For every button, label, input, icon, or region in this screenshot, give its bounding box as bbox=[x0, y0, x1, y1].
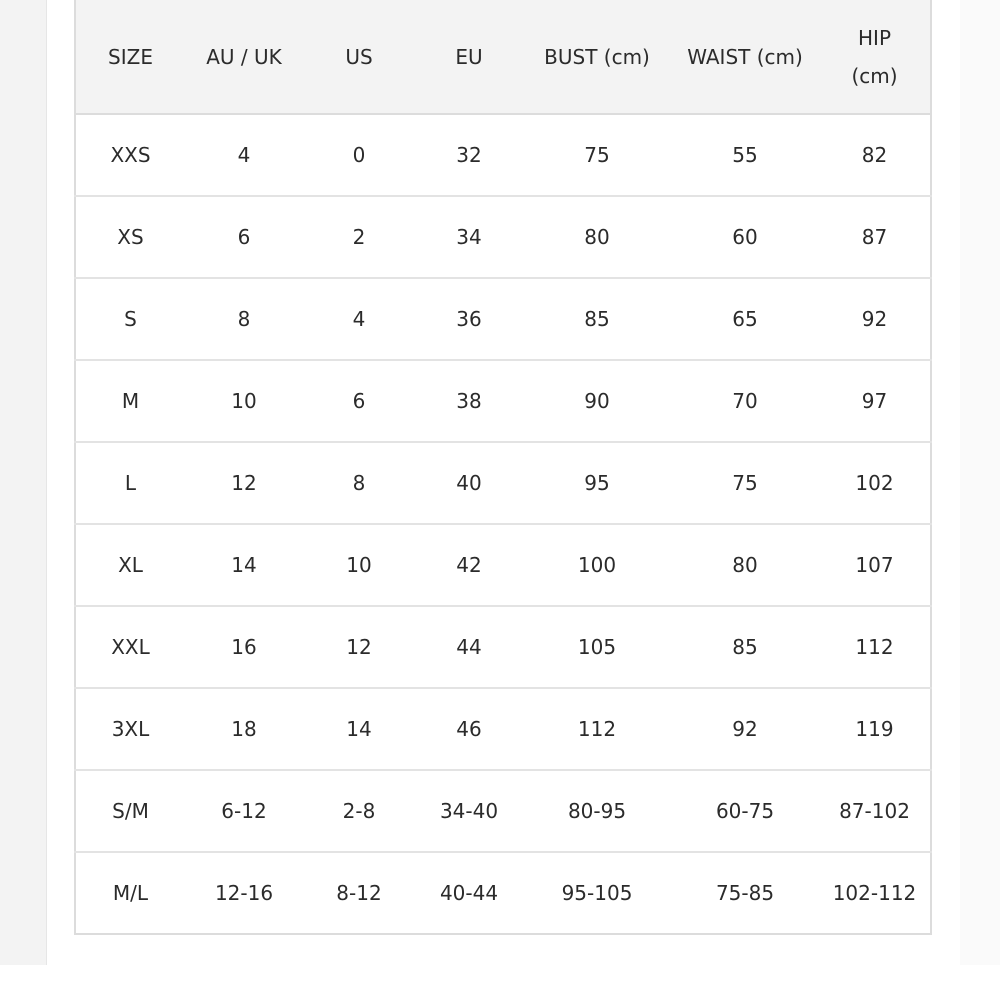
cell-us: 12 bbox=[303, 606, 415, 688]
cell-au-uk: 14 bbox=[185, 524, 303, 606]
cell-waist: 75-85 bbox=[671, 852, 819, 934]
cell-bust: 80 bbox=[523, 196, 671, 278]
cell-au-uk: 4 bbox=[237, 143, 251, 167]
cell-waist: 60 bbox=[671, 196, 819, 278]
cell-bust: 75 bbox=[584, 143, 610, 167]
header-hip-line1: HIP bbox=[858, 25, 891, 50]
table-header-row bbox=[75, 0, 931, 114]
cell-hip: 102-112 bbox=[819, 852, 931, 934]
cell-waist: 92 bbox=[671, 688, 819, 770]
cell-size: M/L bbox=[75, 852, 185, 934]
cell-eu: 36 bbox=[415, 278, 523, 360]
cell-eu: 34-40 bbox=[415, 770, 523, 852]
cell-waist: 85 bbox=[671, 606, 819, 688]
header-us: US bbox=[303, 0, 415, 114]
cell-size: M bbox=[75, 360, 185, 442]
header-au-uk: AU / UK bbox=[185, 0, 303, 114]
cell-hip: 92 bbox=[819, 278, 931, 360]
cell-waist: 60-75 bbox=[671, 770, 819, 852]
table-body bbox=[75, 114, 931, 934]
cell-size: S bbox=[75, 278, 185, 360]
cell-au-uk: 10 bbox=[185, 360, 303, 442]
cell-waist: 65 bbox=[671, 278, 819, 360]
right-gutter bbox=[960, 0, 1000, 965]
cell-us: 6 bbox=[303, 360, 415, 442]
cell-bust: 105 bbox=[523, 606, 671, 688]
cell-au-uk: 12-16 bbox=[185, 852, 303, 934]
cell-hip: 112 bbox=[819, 606, 931, 688]
header-hip bbox=[819, 0, 931, 114]
size-chart-table bbox=[74, 0, 932, 935]
table-row bbox=[75, 606, 931, 688]
cell-bust: 100 bbox=[523, 524, 671, 606]
header-size: SIZE bbox=[75, 0, 185, 114]
cell-bust: 95 bbox=[523, 442, 671, 524]
cell-us: 10 bbox=[303, 524, 415, 606]
header-bust: BUST (cm) bbox=[523, 0, 671, 114]
cell-eu: 44 bbox=[415, 606, 523, 688]
cell-au-uk: 12 bbox=[185, 442, 303, 524]
cell-eu: 32 bbox=[456, 143, 482, 167]
cell-au-uk: 16 bbox=[185, 606, 303, 688]
cell-au-uk: 18 bbox=[185, 688, 303, 770]
header-hip-line2: (cm) bbox=[851, 63, 898, 88]
cell-waist: 80 bbox=[671, 524, 819, 606]
cell-size: XXL bbox=[75, 606, 185, 688]
table-row bbox=[75, 770, 931, 852]
table-row bbox=[75, 442, 931, 524]
cell-size: XXS bbox=[110, 143, 151, 167]
table-row bbox=[75, 114, 931, 196]
cell-us: 0 bbox=[352, 143, 366, 167]
table-row bbox=[75, 360, 931, 442]
cell-hip: 97 bbox=[819, 360, 931, 442]
cell-us: 2 bbox=[303, 196, 415, 278]
table-row bbox=[75, 524, 931, 606]
table-row bbox=[75, 278, 931, 360]
table-row bbox=[75, 852, 931, 934]
header-eu: EU bbox=[415, 0, 523, 114]
cell-waist: 70 bbox=[671, 360, 819, 442]
cell-eu: 46 bbox=[415, 688, 523, 770]
cell-hip: 87-102 bbox=[819, 770, 931, 852]
cell-us: 4 bbox=[303, 278, 415, 360]
cell-hip: 119 bbox=[819, 688, 931, 770]
cell-us: 8-12 bbox=[303, 852, 415, 934]
cell-us: 2-8 bbox=[303, 770, 415, 852]
cell-bust: 80-95 bbox=[523, 770, 671, 852]
cell-size: XS bbox=[75, 196, 185, 278]
cell-bust: 90 bbox=[523, 360, 671, 442]
cell-waist: 55 bbox=[732, 143, 758, 167]
cell-eu: 40 bbox=[415, 442, 523, 524]
cell-waist: 75 bbox=[671, 442, 819, 524]
cell-au-uk: 6 bbox=[185, 196, 303, 278]
cell-eu: 38 bbox=[415, 360, 523, 442]
cell-hip: 102 bbox=[819, 442, 931, 524]
cell-bust: 85 bbox=[523, 278, 671, 360]
cell-us: 14 bbox=[303, 688, 415, 770]
cell-size: L bbox=[75, 442, 185, 524]
left-gutter bbox=[0, 0, 47, 965]
table-row bbox=[75, 196, 931, 278]
cell-bust: 112 bbox=[523, 688, 671, 770]
header-waist: WAIST (cm) bbox=[671, 0, 819, 114]
cell-hip: 107 bbox=[819, 524, 931, 606]
table-row bbox=[75, 688, 931, 770]
cell-size: 3XL bbox=[75, 688, 185, 770]
cell-size: XL bbox=[75, 524, 185, 606]
cell-au-uk: 8 bbox=[185, 278, 303, 360]
cell-bust: 95-105 bbox=[523, 852, 671, 934]
cell-eu: 42 bbox=[415, 524, 523, 606]
cell-eu: 40-44 bbox=[415, 852, 523, 934]
cell-au-uk: 6-12 bbox=[185, 770, 303, 852]
cell-hip: 82 bbox=[861, 143, 888, 167]
cell-us: 8 bbox=[303, 442, 415, 524]
cell-hip: 87 bbox=[819, 196, 931, 278]
cell-size: S/M bbox=[75, 770, 185, 852]
cell-eu: 34 bbox=[415, 196, 523, 278]
